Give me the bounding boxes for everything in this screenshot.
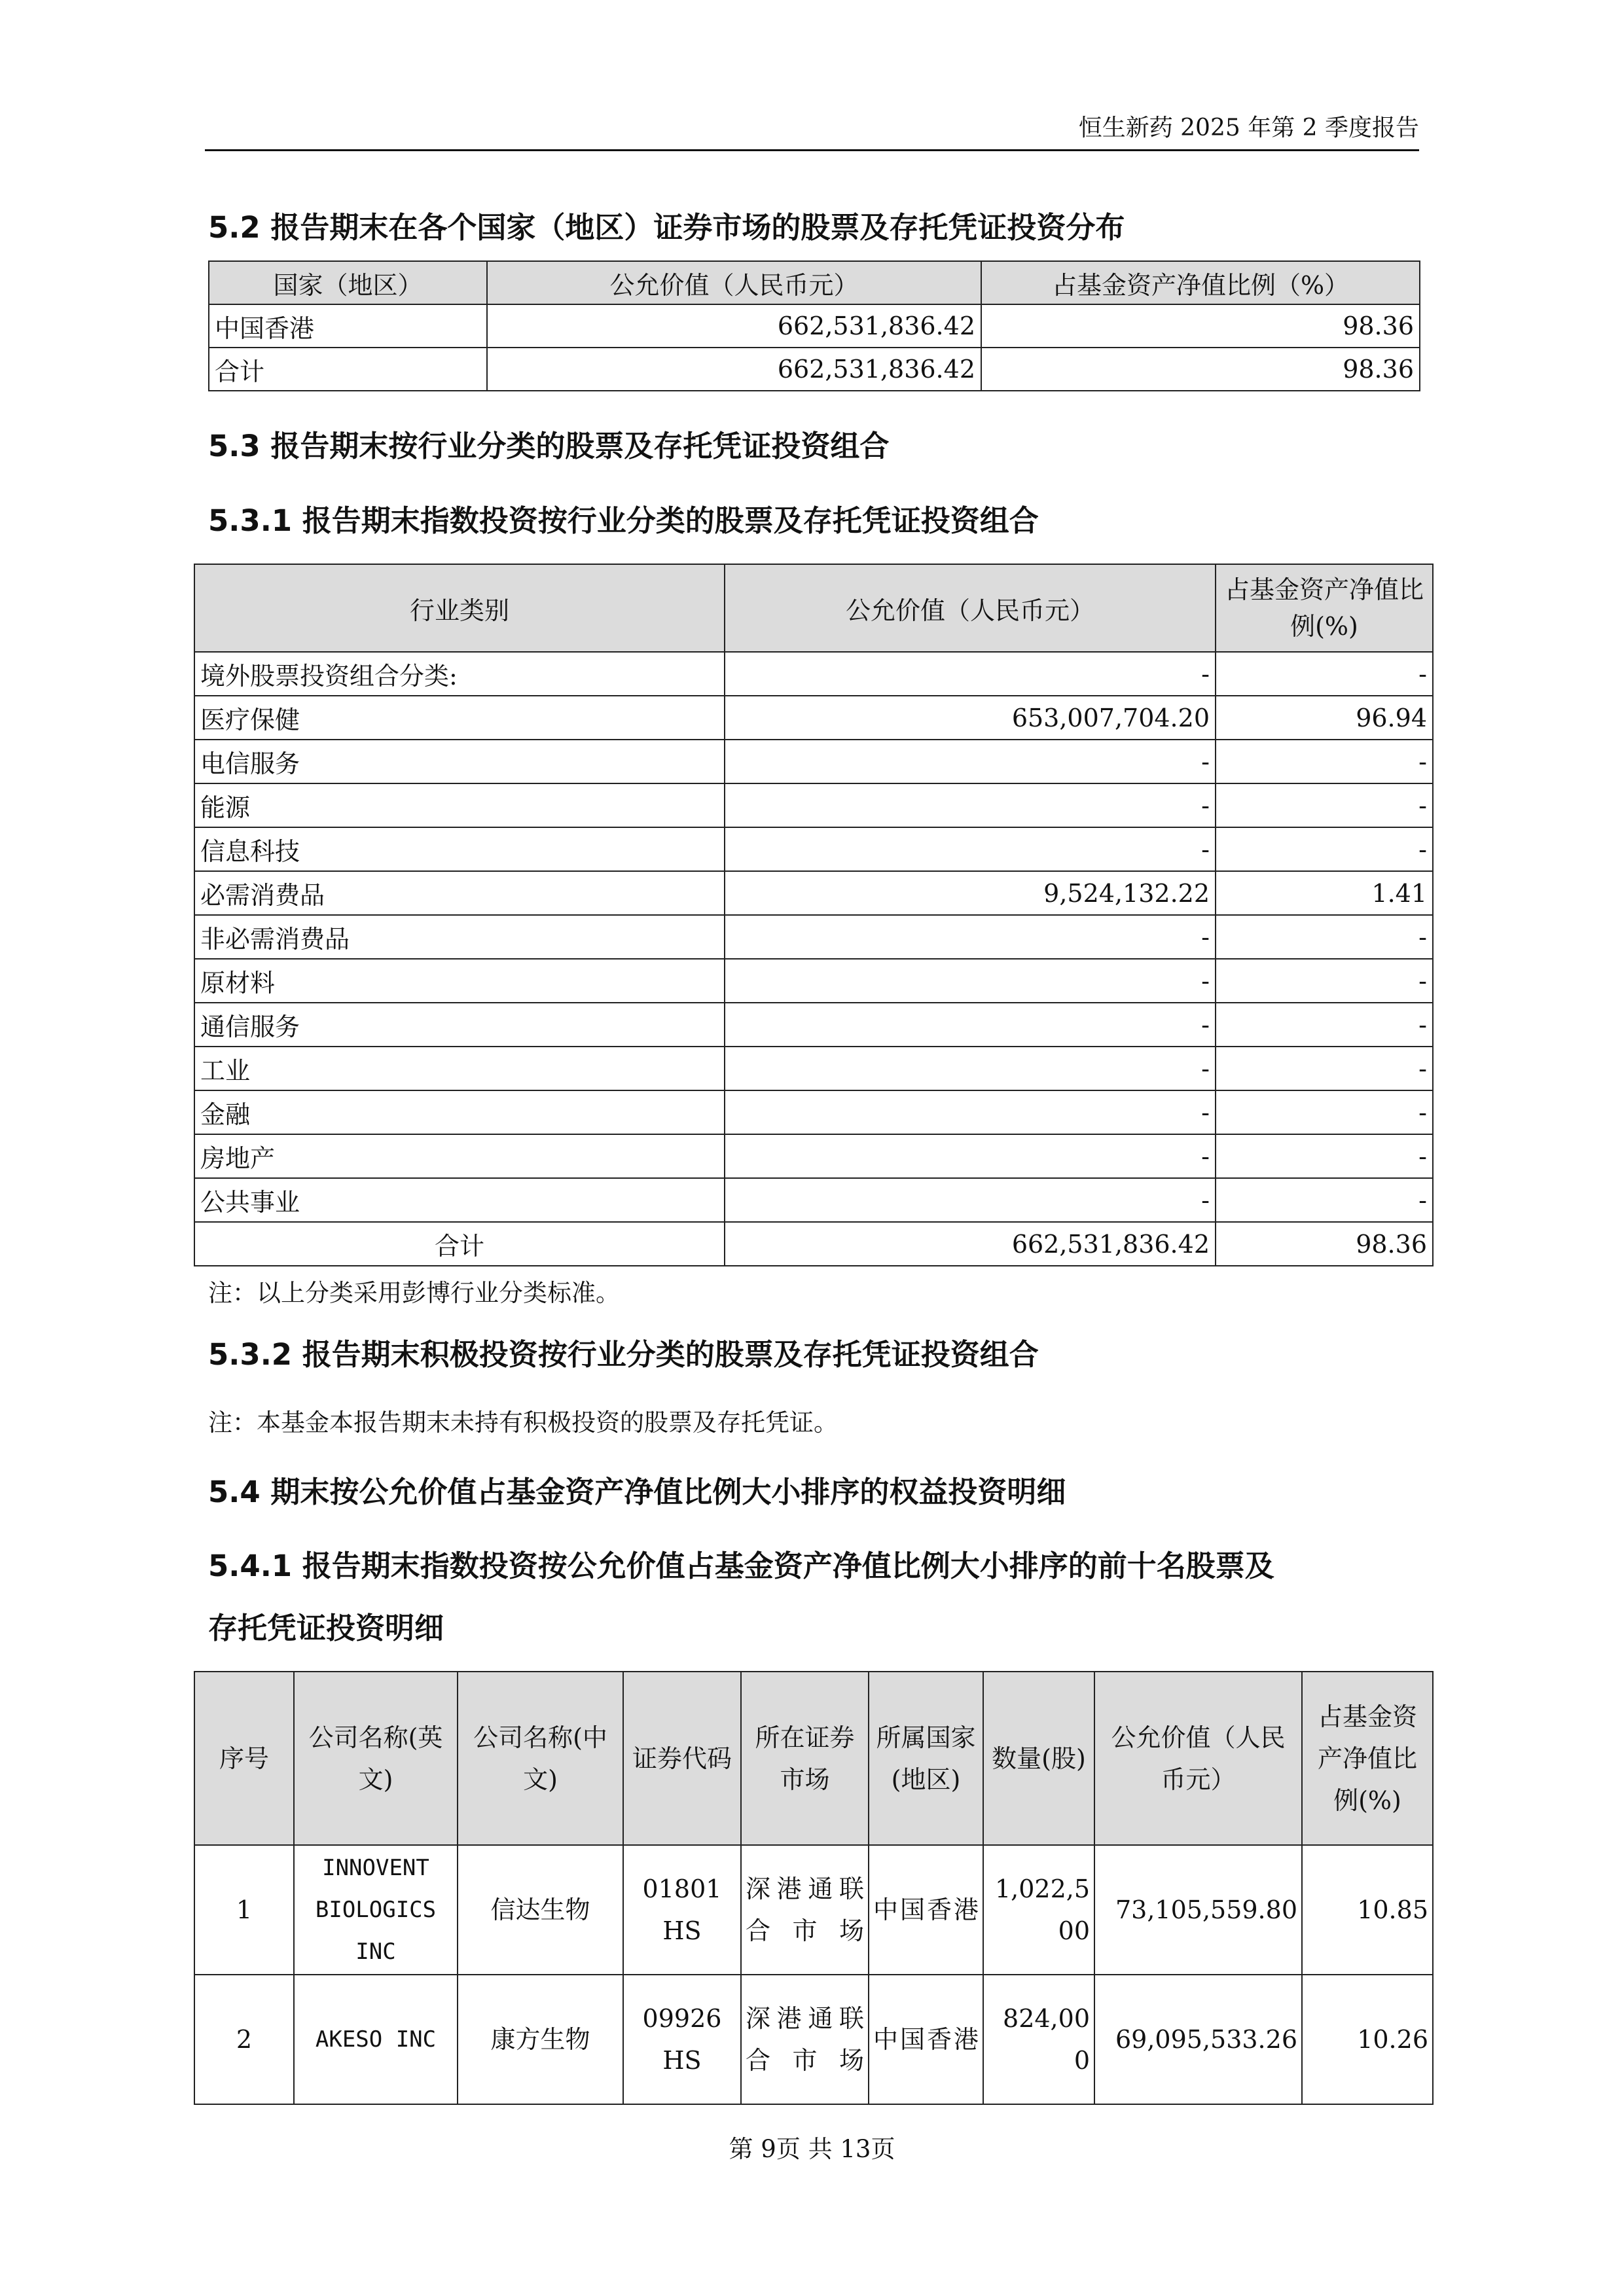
quantity-cell: 1,022,500 <box>983 1845 1094 1975</box>
pct-cell: 96.94 <box>1216 696 1433 740</box>
value-cell: 69,095,533.26 <box>1094 1975 1302 2104</box>
table-row <box>194 959 1433 1003</box>
column-header: 国家（地区） <box>209 261 487 304</box>
table-row <box>209 304 1420 348</box>
section-5-3-heading: 5.3 报告期末按行业分类的股票及存托凭证投资组合 <box>208 429 890 463</box>
table-row <box>194 696 1433 740</box>
table-row <box>194 827 1433 871</box>
value-cell: 73,105,559.80 <box>1094 1845 1302 1975</box>
pct-cell: - <box>1216 740 1433 783</box>
value-cell: 662,531,836.42 <box>725 1222 1216 1266</box>
section-5-3-2-heading: 5.3.2 报告期末积极投资按行业分类的股票及存托凭证投资组合 <box>208 1337 1039 1372</box>
industry-cell: 医疗保健 <box>194 696 725 740</box>
quantity-cell: 824,000 <box>983 1975 1094 2104</box>
section-5-4-1-heading-cont: 存托凭证投资明细 <box>208 1611 444 1645</box>
industry-cell: 能源 <box>194 783 725 827</box>
page-header: 恒生新药 2025 年第 2 季度报告 <box>1078 115 1419 141</box>
table-row <box>194 1178 1433 1222</box>
pct-cell: 10.26 <box>1302 1975 1433 2104</box>
page-number: 第 9页 共 13页 <box>729 2135 895 2163</box>
column-header: 占基金资产净值比例(%) <box>1302 1672 1433 1845</box>
table-row <box>194 1003 1433 1047</box>
total-label: 合计 <box>194 1222 725 1266</box>
table-row <box>194 1090 1433 1134</box>
rank-cell: 2 <box>194 1975 294 2104</box>
section-5-4-heading: 5.4 期末按公允价值占基金资产净值比例大小排序的权益投资明细 <box>208 1475 1066 1509</box>
pct-cell: - <box>1216 959 1433 1003</box>
industry-cell: 金融 <box>194 1090 725 1134</box>
industry-cell: 房地产 <box>194 1134 725 1178</box>
table-row <box>194 915 1433 959</box>
company-cn-cell: 康方生物 <box>458 1975 623 2104</box>
table-row <box>194 1047 1433 1090</box>
pct-cell: - <box>1216 915 1433 959</box>
top-holdings-table <box>194 1671 1434 2105</box>
section-5-4-1-heading: 5.4.1 报告期末指数投资按公允价值占基金资产净值比例大小排序的前十名股票及 <box>208 1549 1274 1583</box>
company-cn-cell: 信达生物 <box>458 1845 623 1975</box>
table-row <box>194 1975 1433 2104</box>
table-row <box>194 1134 1433 1178</box>
value-cell: 662,531,836.42 <box>487 304 981 348</box>
country-cell: 中国香港 <box>869 1975 983 2104</box>
column-header: 占基金资产净值比例（%） <box>981 261 1420 304</box>
code-cell: 09926 HS <box>623 1975 741 2104</box>
industry-table <box>194 564 1434 1266</box>
value-cell: - <box>725 1047 1216 1090</box>
header-divider <box>205 149 1419 151</box>
pct-cell: - <box>1216 783 1433 827</box>
pct-cell: 98.36 <box>1216 1222 1433 1266</box>
active-investment-note: 注：本基金本报告期末未持有积极投资的股票及存托凭证。 <box>208 1408 838 1437</box>
column-header: 行业类别 <box>194 564 725 652</box>
value-cell: 9,524,132.22 <box>725 871 1216 915</box>
value-cell: - <box>725 827 1216 871</box>
industry-note: 注：以上分类采用彭博行业分类标准。 <box>208 1279 620 1307</box>
column-header: 公允价值（人民币元） <box>487 261 981 304</box>
value-cell: - <box>725 959 1216 1003</box>
table-row <box>194 783 1433 827</box>
pct-cell: - <box>1216 652 1433 696</box>
pct-cell: - <box>1216 827 1433 871</box>
value-cell: - <box>725 652 1216 696</box>
column-header: 所属国家(地区) <box>869 1672 983 1845</box>
industry-cell: 通信服务 <box>194 1003 725 1047</box>
column-header: 占基金资产净值比例(%) <box>1216 564 1433 652</box>
column-header: 数量(股) <box>983 1672 1094 1845</box>
company-en-cell: AKESO INC <box>294 1975 458 2104</box>
table-header-row <box>194 564 1433 652</box>
table-row <box>194 871 1433 915</box>
table-row <box>194 652 1433 696</box>
value-cell: - <box>725 915 1216 959</box>
value-cell: - <box>725 1003 1216 1047</box>
value-cell: - <box>725 783 1216 827</box>
pct-cell: - <box>1216 1178 1433 1222</box>
value-cell: - <box>725 1134 1216 1178</box>
pct-cell: 1.41 <box>1216 871 1433 915</box>
industry-cell: 必需消费品 <box>194 871 725 915</box>
country-cell: 中国香港 <box>209 304 487 348</box>
industry-cell: 电信服务 <box>194 740 725 783</box>
column-header: 公司名称(英文) <box>294 1672 458 1845</box>
column-header: 序号 <box>194 1672 294 1845</box>
section-5-3-1-heading: 5.3.1 报告期末指数投资按行业分类的股票及存托凭证投资组合 <box>208 503 1039 538</box>
table-row <box>194 1845 1433 1975</box>
country-distribution-table <box>208 260 1420 391</box>
column-header: 所在证券市场 <box>741 1672 869 1845</box>
pct-cell: - <box>1216 1047 1433 1090</box>
value-cell: 662,531,836.42 <box>487 348 981 391</box>
code-cell: 01801 HS <box>623 1845 741 1975</box>
pct-cell: 98.36 <box>981 348 1420 391</box>
company-en-cell: INNOVENT BIOLOGICS INC <box>294 1845 458 1975</box>
value-cell: - <box>725 1178 1216 1222</box>
table-header-row <box>209 261 1420 304</box>
table-row <box>209 348 1420 391</box>
column-header: 公允价值（人民币元） <box>1094 1672 1302 1845</box>
column-header: 证券代码 <box>623 1672 741 1845</box>
industry-cell: 信息科技 <box>194 827 725 871</box>
industry-cell: 非必需消费品 <box>194 915 725 959</box>
section-5-2-heading: 5.2 报告期末在各个国家（地区）证券市场的股票及存托凭证投资分布 <box>208 210 1125 245</box>
market-cell: 深港通联合市场 <box>741 1845 869 1975</box>
industry-cell: 工业 <box>194 1047 725 1090</box>
pct-cell: 98.36 <box>981 304 1420 348</box>
column-header: 公司名称(中文) <box>458 1672 623 1845</box>
country-cell: 合计 <box>209 348 487 391</box>
industry-cell: 境外股票投资组合分类: <box>194 652 725 696</box>
market-cell: 深港通联合市场 <box>741 1975 869 2104</box>
country-cell: 中国香港 <box>869 1845 983 1975</box>
pct-cell: 10.85 <box>1302 1845 1433 1975</box>
table-row <box>194 740 1433 783</box>
table-header-row <box>194 1672 1433 1845</box>
pct-cell: - <box>1216 1134 1433 1178</box>
value-cell: - <box>725 1090 1216 1134</box>
pct-cell: - <box>1216 1090 1433 1134</box>
value-cell: - <box>725 740 1216 783</box>
value-cell: 653,007,704.20 <box>725 696 1216 740</box>
column-header: 公允价值（人民币元） <box>725 564 1216 652</box>
industry-cell: 原材料 <box>194 959 725 1003</box>
total-row <box>194 1222 1433 1266</box>
rank-cell: 1 <box>194 1845 294 1975</box>
industry-cell: 公共事业 <box>194 1178 725 1222</box>
pct-cell: - <box>1216 1003 1433 1047</box>
